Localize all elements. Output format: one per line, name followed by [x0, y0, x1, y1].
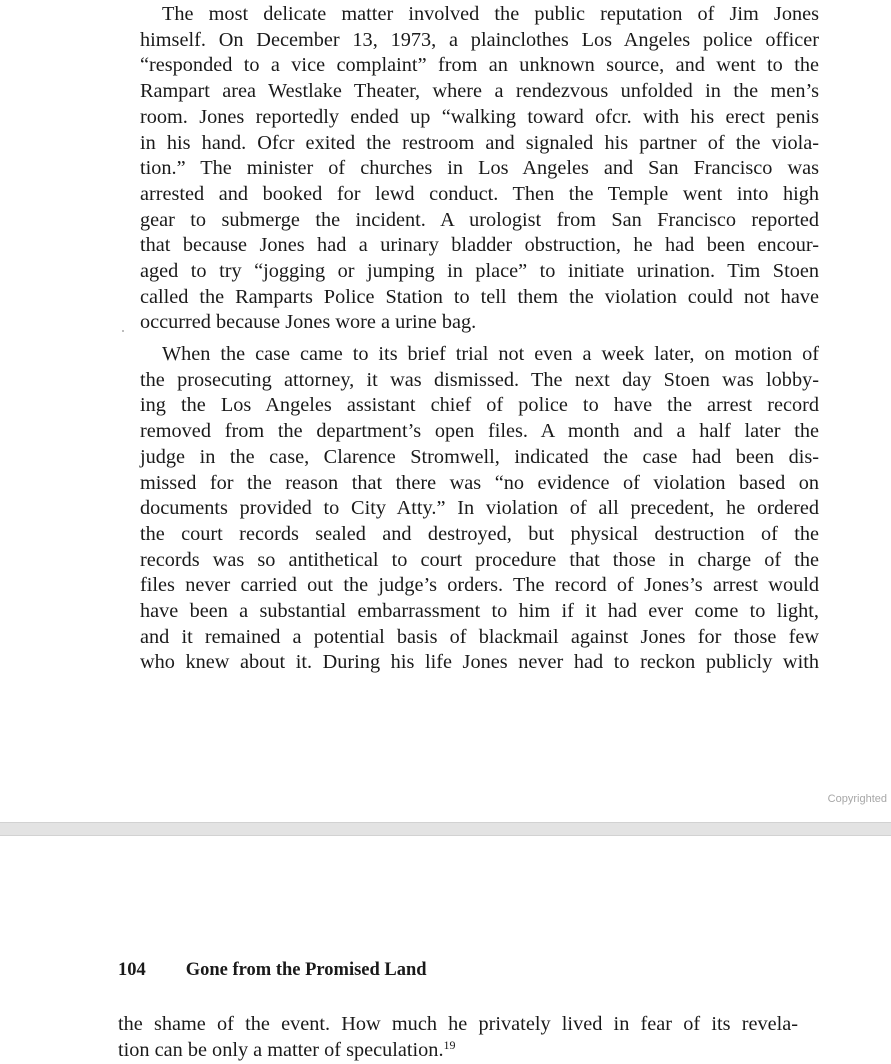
- text-line: removed from the department’s open files. A month and a half later the: [140, 420, 819, 443]
- text-line: aged to try “jogging or jumping in place” to initiate urination. Tim Stoen: [140, 260, 819, 283]
- text-line: The most delicate matter involved the public reputation of Jim Jones: [162, 3, 819, 25]
- text-line: files never carried out the judge’s orders. The record of Jones’s arrest would: [140, 574, 819, 597]
- text-line: the court records sealed and destroyed, but physical destruction of the: [140, 522, 819, 545]
- page-number: 104: [118, 960, 146, 980]
- text-line: arrested and booked for lewd conduct. Then the Temple went into high: [140, 182, 819, 205]
- running-title: Gone from the Promised Land: [185, 960, 427, 980]
- text-line: that because Jones had a urinary bladder obstruction, he had been encour-: [140, 234, 819, 257]
- text-line: called the Ramparts Police Station to tell them the violation could not have: [140, 285, 819, 308]
- text-line: records was so antithetical to court procedure that those in charge of the: [140, 548, 819, 571]
- text-line: tion.” The minister of churches in Los Angeles and San Francisco was: [140, 157, 819, 180]
- text-line: When the case came to its brief trial not even a week later, on motion of: [162, 343, 819, 365]
- body-paragraph-3: [118, 1012, 798, 1063]
- body-paragraph-2: [140, 342, 819, 676]
- text-line: ing the Los Angeles assistant chief of police to have the arrest record: [140, 394, 819, 417]
- page-separator: [0, 822, 891, 836]
- text-line: missed for the reason that there was “no evidence of violation based on: [140, 471, 819, 494]
- text-line: room. Jones reportedly ended up “walking toward ofcr. with his erect penis: [140, 105, 819, 128]
- running-header: [118, 960, 427, 981]
- text-line: occurred because Jones wore a urine bag.: [140, 311, 477, 334]
- text-line: judge in the case, Clarence Stromwell, indicated the case had been dis-: [140, 445, 819, 468]
- text-line: Rampart area Westlake Theater, where a rendezvous unfolded in the men’s: [140, 80, 819, 103]
- text-line: the shame of the event. How much he privately lived in fear of its revela-: [118, 1013, 798, 1035]
- scan-speck: [122, 330, 124, 332]
- text-line: himself. On December 13, 1973, a plainclothes Los Angeles police officer: [140, 28, 819, 51]
- text-line: [118, 1038, 798, 1064]
- body-paragraph-1: [140, 2, 819, 336]
- text-line: documents provided to City Atty.” In violation of all precedent, he ordered: [140, 497, 819, 520]
- text-line-content: tion can be only a matter of speculation.: [118, 1038, 444, 1061]
- text-line: have been a substantial embarrassment to him if it had ever come to light,: [140, 600, 819, 623]
- footnote-marker[interactable]: 19: [443, 1037, 456, 1052]
- copyright-watermark: Copyrighted: [827, 793, 887, 805]
- text-line: gear to submerge the incident. A urologist from San Francisco reported: [140, 208, 819, 231]
- text-line: who knew about it. During his life Jones never had to reckon publicly with: [140, 651, 819, 674]
- text-line: in his hand. Ofcr exited the restroom and signaled his partner of the viola-: [140, 131, 819, 154]
- text-line: and it remained a potential basis of blackmail against Jones for those few: [140, 625, 819, 648]
- text-line: the prosecuting attorney, it was dismissed. The next day Stoen was lobby-: [140, 368, 819, 391]
- text-line: “responded to a vice complaint” from an unknown source, and went to the: [140, 54, 819, 77]
